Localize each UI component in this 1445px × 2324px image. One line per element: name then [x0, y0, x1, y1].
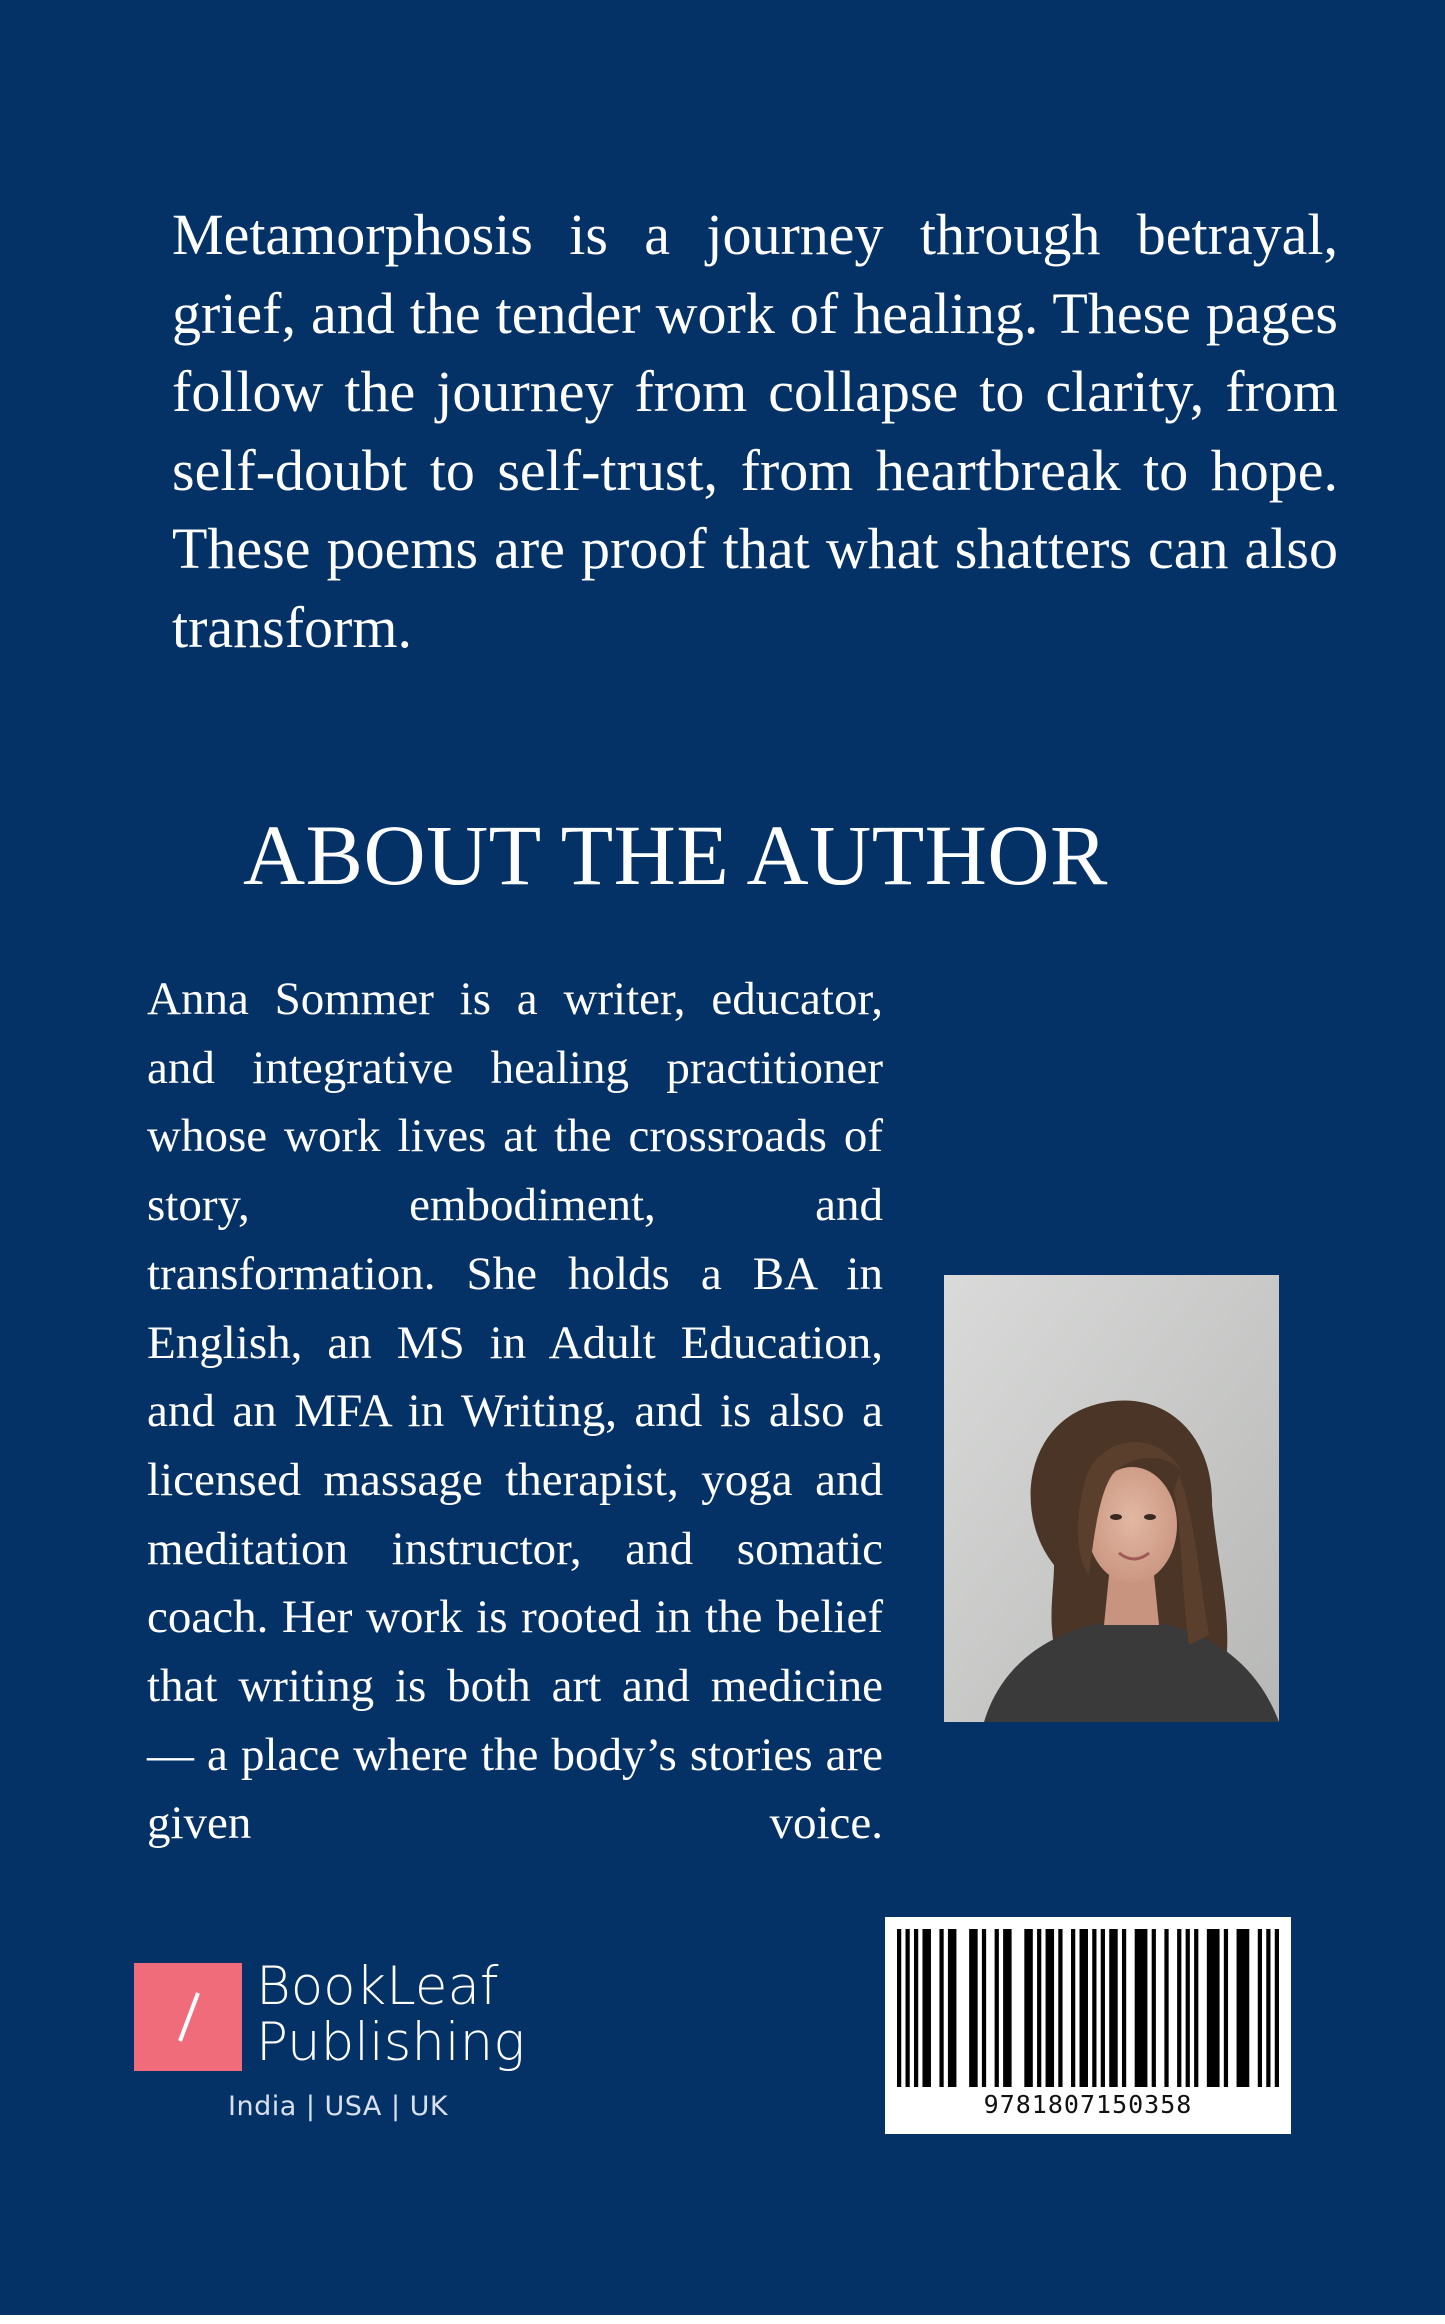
isbn-barcode: [885, 1917, 1291, 2134]
barcode-bar: [1058, 1929, 1062, 2087]
author-bio: Anna Sommer is a writer, educator, and integrative healing practitioner whose work lives at the crossroads of story, embodiment, and transformation. She holds a BA in English, an MS in Adult Education, and an MFA in Writing, and is also a licensed massage therapist, yoga and meditation instructor, and somatic coach. Her work is rooted in the belief that writing is both art and medicine — a place where the body’s stories are given voice.: [147, 973, 883, 1850]
barcode-bar: [1207, 1929, 1220, 2087]
book-blurb: Metamorphosis is a journey through betrayal, grief, and the tender work of healing. These pages follow the journey from collapse to clarity, from self-doubt to self-trust, from heartbreak to hope. These poems are proof that what shatters can also transform.: [172, 202, 1338, 660]
barcode-bar: [982, 1929, 986, 2087]
barcode-bar: [1275, 1929, 1279, 2087]
barcode-bar: [1177, 1929, 1181, 2087]
barcode-bar: [969, 1929, 977, 2087]
barcode-bar: [1071, 1929, 1075, 2087]
publisher-name: [256, 1956, 526, 2073]
barcode-bar: [1046, 1929, 1054, 2087]
barcode-bar: [1080, 1929, 1088, 2087]
author-photo: [944, 1275, 1279, 1722]
barcode-bar: [1258, 1929, 1262, 2087]
barcode-bar: [995, 1929, 999, 2087]
barcode-bar: [1122, 1929, 1126, 2087]
barcode-bar: [914, 1929, 918, 2087]
barcode-bar: [1164, 1929, 1168, 2087]
about-author-heading: ABOUT THE AUTHOR: [243, 807, 1108, 903]
barcode-bar: [1152, 1929, 1156, 2087]
barcode-bar: [1109, 1929, 1117, 2087]
barcode-bar: [1186, 1929, 1190, 2087]
publisher-name-line1: BookLeaf: [256, 1956, 499, 2017]
barcode-bar: [1237, 1929, 1250, 2087]
publisher-logo: [134, 1956, 534, 2123]
isbn-number: 9781807150358: [983, 2090, 1193, 2119]
barcode-bar: [948, 1929, 956, 2087]
barcode-bar: [1135, 1929, 1148, 2087]
publisher-name-line2: Publishing: [256, 2012, 526, 2073]
barcode-bar: [1266, 1929, 1270, 2087]
barcode-bar: [897, 1929, 901, 2087]
barcode-bar: [1037, 1929, 1041, 2087]
barcode-bar: [905, 1929, 909, 2087]
barcode-bar: [1224, 1929, 1228, 2087]
publisher-regions: India | USA | UK: [228, 2091, 449, 2122]
barcode-bar: [1101, 1929, 1105, 2087]
barcode-bar: [939, 1929, 943, 2087]
barcode-bar: [1024, 1929, 1032, 2087]
barcode-bar: [1194, 1929, 1198, 2087]
barcode-bar: [1003, 1929, 1011, 2087]
publisher-mark-icon: [134, 1963, 242, 2071]
barcode-bar: [1092, 1929, 1096, 2087]
barcode-bar: [922, 1929, 930, 2087]
